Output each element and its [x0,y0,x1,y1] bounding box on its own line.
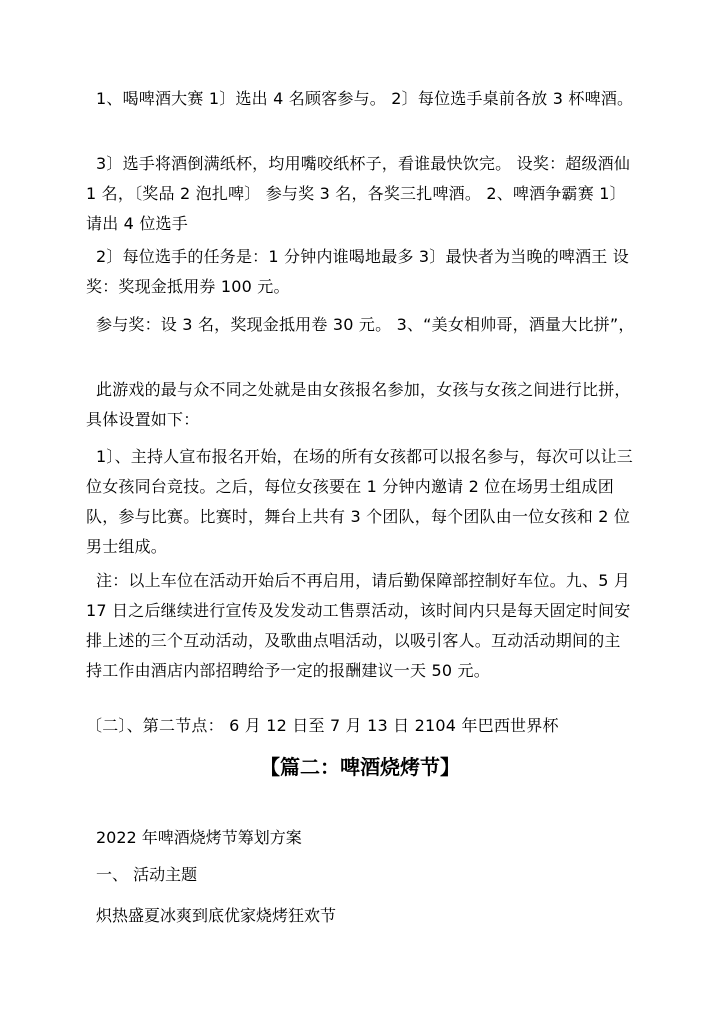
paragraph-participation-prize: 参与奖：设 3 名，奖现金抵用卷 30 元。 3、“美女相帅哥，酒量大比拼”， [96,315,635,334]
activity-theme: 炽热盛夏冰爽到底优家烧烤狂欢节 [96,906,337,925]
section-one-heading: 一、 活动主题 [96,865,198,884]
paragraph-drinking-contest: 1、喝啤酒大赛 1〕选出 4 名顾客参与。 2〕每位选手桌前各放 3 杯啤酒。 [96,89,634,108]
paragraph-game-intro: 此游戏的最与众不同之处就是由女孩报名参加，女孩与女孩之间进行比拼，具体设置如下： [86,380,631,429]
paragraph-parking-note: 注：以上车位在活动开始后不再启用，请后勤保障部控制好车位。九、5 月 17 日之后继续进行宣传及发发动工售票活动，该时间内只是每天固定时间安排上述的三个互动活动，及歌曲点唱活动，以吸引客人。互动活动期间的主持工作由酒店内部招聘给予一定的报酬建议一天 50 元。 [86,571,631,680]
paragraph-contest-rules: 3〕选手将酒倒满纸杯，均用嘴咬纸杯子，看谁最快饮完。 设奖：超级酒仙 1 名，〔奖品 2 泡扎啤〕 参与奖 3 名，各奖三扎啤酒。 2、啤酒争霸赛 1〕请出 4 位选手 [86,154,631,233]
document-title: 2022 年啤酒烧烤节筹划方案 [96,828,302,847]
paragraph-host-announcement: 1〕、主持人宣布报名开始，在场的所有女孩都可以报名参与，每次可以让三位女孩同台竞技。之后，每位女孩要在 1 分钟内邀请 2 位在场男士组成团队，参与比赛。比赛时，舞台上共有 3 个团队，每个团队由一位女孩和 2 位男士组成。 [86,447,633,556]
paragraph-second-node: 〔二〕、第二节点： 6 月 12 日至 7 月 13 日 2104 年巴西世界杯 [86,716,559,735]
section-heading: 【篇二：啤酒烧烤节】 [260,755,460,779]
paragraph-task: 2〕每位选手的任务是：1 分钟内谁喝地最多 3〕最快者为当晚的啤酒王 设奖：奖现金抵用券 100 元。 [86,247,629,296]
